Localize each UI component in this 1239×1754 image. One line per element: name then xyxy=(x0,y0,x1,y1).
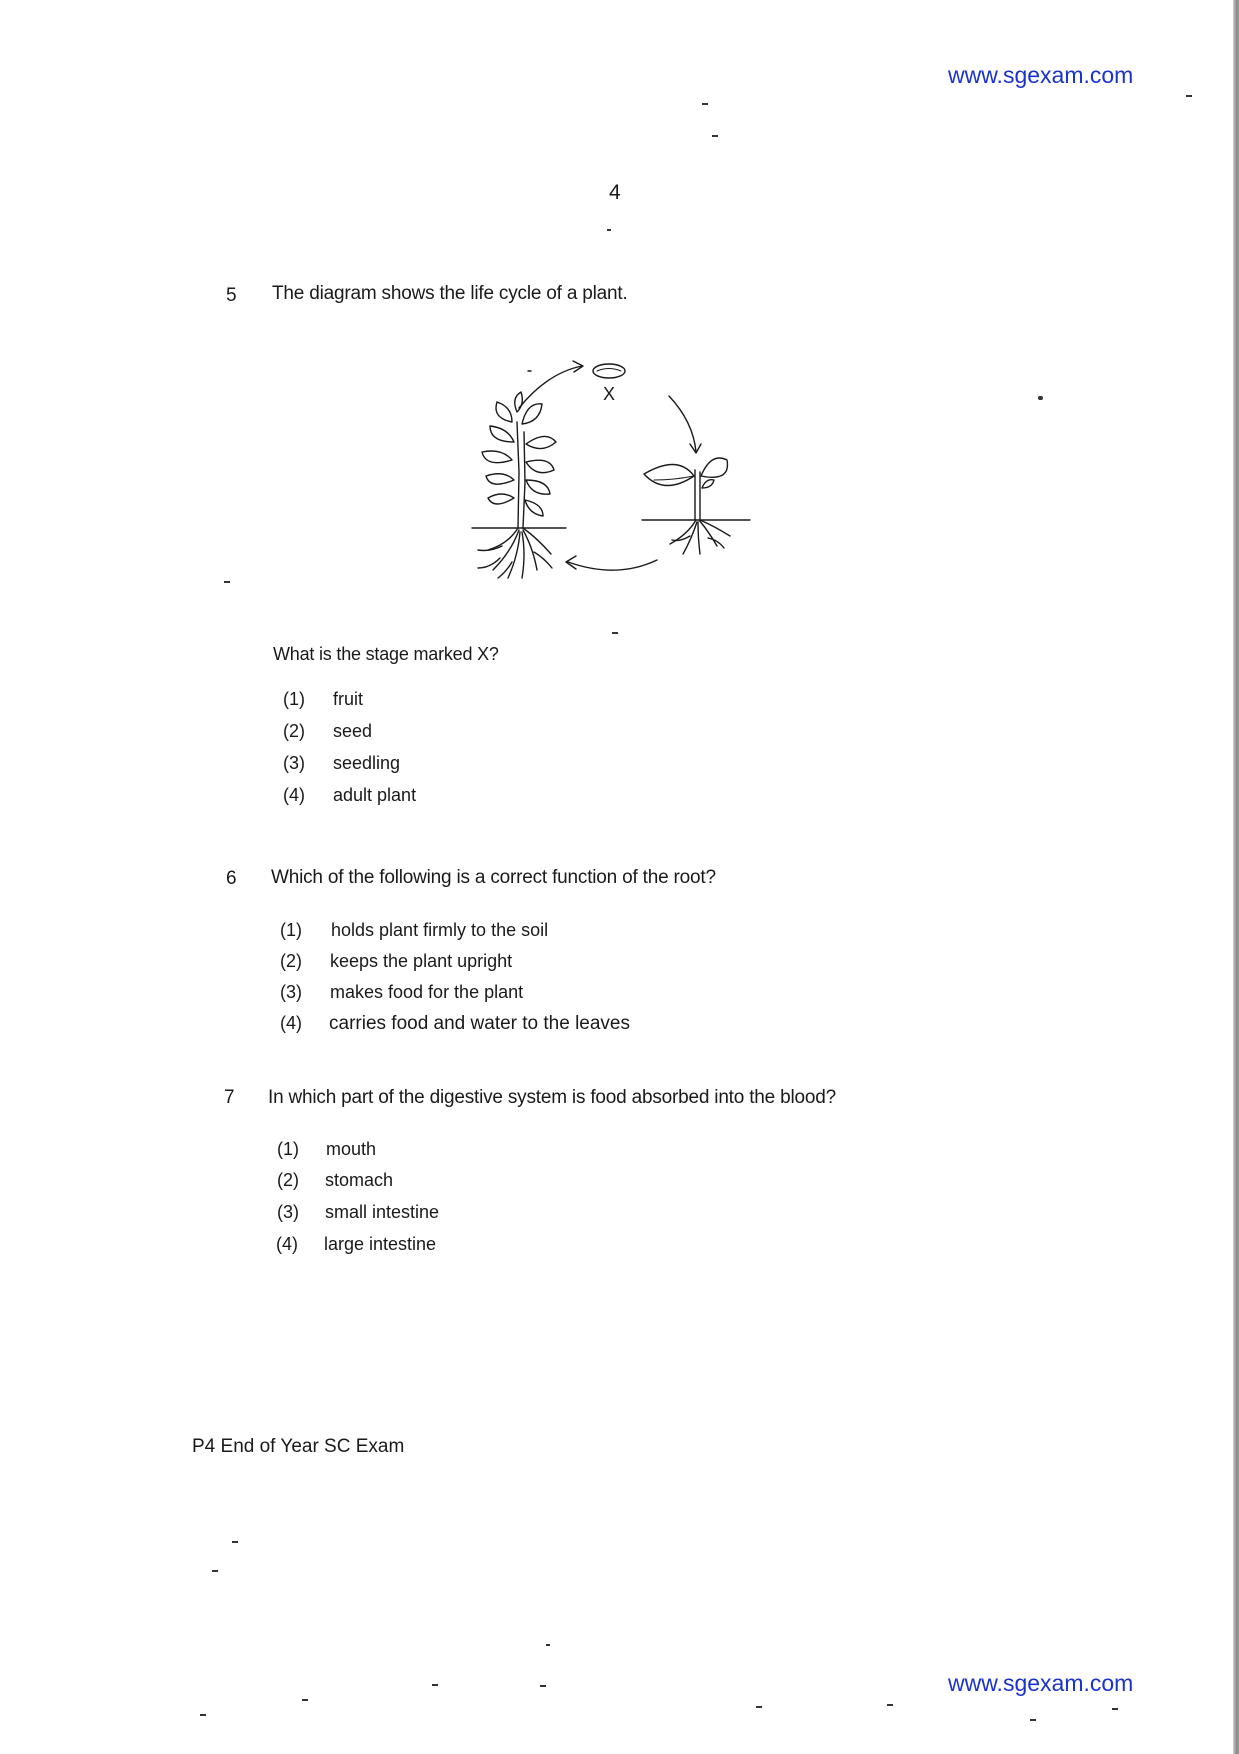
q7-option-4-number: (4) xyxy=(276,1234,298,1254)
page-number: 4 xyxy=(609,181,621,204)
q7-option-1-number: (1) xyxy=(277,1139,299,1159)
arrow-seedling-to-adult xyxy=(568,560,657,570)
q5-option-2-text: seed xyxy=(333,721,373,741)
q7-option-3-number: (3) xyxy=(277,1202,299,1222)
q5-option-4-text: adult plant xyxy=(333,785,417,805)
scan-speck xyxy=(607,229,611,231)
question-5-text: The diagram shows the life cycle of a plant. xyxy=(272,283,628,304)
scan-speck xyxy=(540,1685,546,1687)
q5-option-3-number: (3) xyxy=(283,753,305,773)
q7-option-1-text: mouth xyxy=(326,1139,377,1159)
q6-option-4-number: (4) xyxy=(280,1013,302,1033)
scan-speck xyxy=(702,103,708,105)
scan-speck xyxy=(212,1570,218,1572)
q5-option-4-number: (4) xyxy=(283,785,305,805)
q7-option-2-text: stomach xyxy=(325,1170,394,1190)
watermark-bottom: www.sgexam.com xyxy=(948,1670,1134,1696)
q7-option-3-text: small intestine xyxy=(325,1202,440,1222)
q6-option-3-number: (3) xyxy=(280,982,302,1002)
q6-option-4-text: carries food and water to the leaves xyxy=(329,1013,631,1034)
scan-speck xyxy=(302,1699,308,1701)
scan-speck xyxy=(432,1684,438,1686)
q6-option-1-text: holds plant firmly to the soil xyxy=(331,920,549,940)
seedling-drawing xyxy=(642,458,750,554)
scan-speck xyxy=(887,1704,893,1706)
question-6-text: Which of the following is a correct function of the root? xyxy=(271,867,716,888)
scan-speck xyxy=(200,1714,206,1716)
scan-speck xyxy=(1038,396,1043,400)
question-7-number: 7 xyxy=(224,1087,235,1108)
diagram-label-x: X xyxy=(603,384,616,404)
question-6-number: 6 xyxy=(226,868,237,889)
scan-speck xyxy=(232,1541,238,1543)
q5-option-1-text: fruit xyxy=(333,689,364,709)
scan-speck xyxy=(1186,95,1192,97)
scan-edge-shadow xyxy=(1233,0,1239,1754)
scan-speck xyxy=(546,1644,550,1646)
q5-option-1-number: (1) xyxy=(283,689,305,709)
q7-option-4-text: large intestine xyxy=(324,1234,437,1254)
plant-life-cycle-diagram xyxy=(462,352,762,592)
scan-speck xyxy=(756,1706,762,1708)
exam-footer: P4 End of Year SC Exam xyxy=(192,1436,405,1457)
scan-speck xyxy=(712,135,718,137)
arrow-adult-to-seed xyxy=(519,366,582,408)
adult-plant-drawing xyxy=(472,392,566,578)
scan-speck xyxy=(1030,1719,1036,1721)
q7-option-2-number: (2) xyxy=(277,1170,299,1190)
scan-speck xyxy=(1112,1708,1118,1710)
question-5-number: 5 xyxy=(226,285,237,306)
scan-speck xyxy=(224,581,230,583)
scan-speck xyxy=(612,632,618,634)
q6-option-2-text: keeps the plant upright xyxy=(330,951,513,971)
arrow-seed-to-seedling xyxy=(669,396,696,452)
q6-option-1-number: (1) xyxy=(280,920,302,940)
q5-option-2-number: (2) xyxy=(283,721,305,741)
q5-option-3-text: seedling xyxy=(333,753,401,773)
q6-option-2-number: (2) xyxy=(280,951,302,971)
q6-option-3-text: makes food for the plant xyxy=(330,982,524,1002)
question-5-prompt: What is the stage marked X? xyxy=(273,644,499,664)
watermark-top: www.sgexam.com xyxy=(948,62,1134,88)
question-7-text: In which part of the digestive system is food absorbed into the blood? xyxy=(268,1087,836,1108)
